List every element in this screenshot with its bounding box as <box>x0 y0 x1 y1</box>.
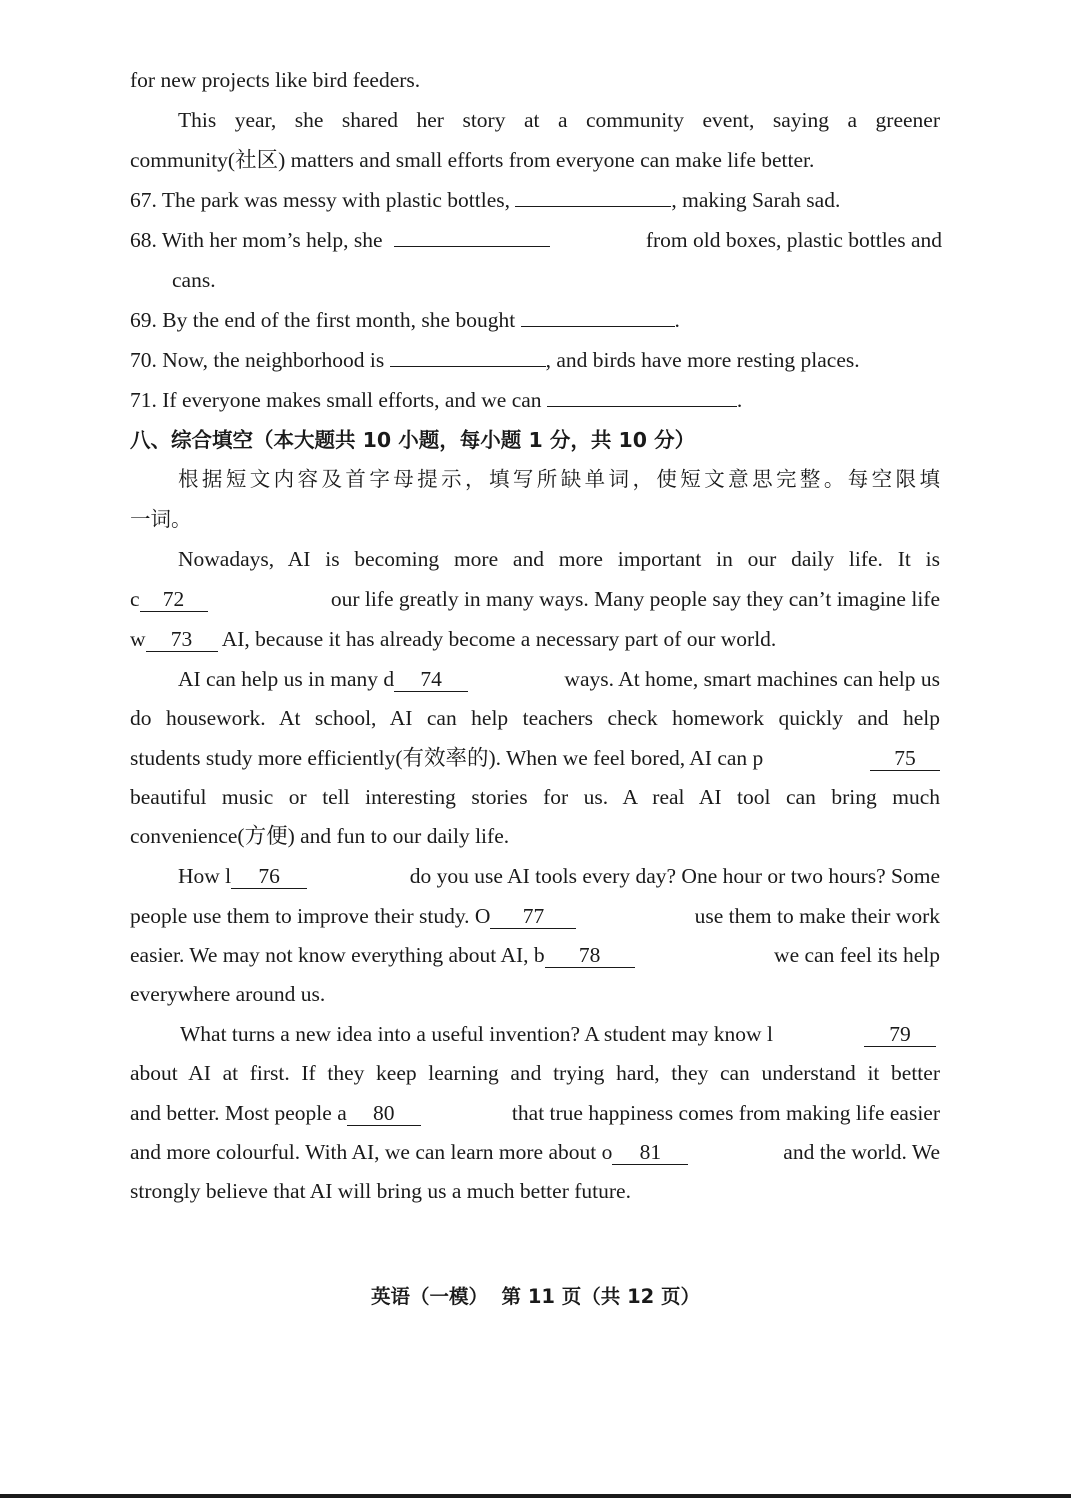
cloze-line: strongly believe that AI will bring us a much better future. <box>130 1179 631 1203</box>
question-67: 67. The park was messy with plastic bottles, , making Sarah sad. <box>130 188 841 212</box>
cloze-blank-75[interactable]: 75 <box>870 746 940 771</box>
cloze-line: AI can help us in many d 74 ways. At home, smart machines can help us <box>178 667 940 691</box>
section-title: 八、综合填空（本大题共 10 小题，每小题 1 分，共 10 分） <box>130 428 696 452</box>
cloze-line: c 72 our life greatly in many ways. Many people say they can’t imagine life <box>130 587 940 611</box>
cloze-line: students study more efficiently(有效率的). When we feel bored, AI can p 75 <box>130 744 940 772</box>
cloze-blank-73[interactable]: 73 <box>146 627 218 652</box>
cloze-line: about AI at first. If they keep learning and trying hard, they can understand it better <box>130 1061 940 1085</box>
cloze-line: everywhere around us. <box>130 982 326 1006</box>
cloze-blank-72[interactable]: 72 <box>140 587 208 612</box>
question-69: 69. By the end of the first month, she bought . <box>130 308 680 332</box>
cloze-blank-81[interactable]: 81 <box>612 1140 688 1165</box>
section-instructions: 根据短文内容及首字母提示，填写所缺单词，使短文意思完整。每空限填 <box>178 467 940 491</box>
section-instructions: 一词。 <box>130 507 192 531</box>
cloze-line: people use them to improve their study. O 77 use them to make their work <box>130 904 940 928</box>
page-footer: 英语（一模） 第 11 页（共 12 页） <box>370 1285 700 1308</box>
cloze-line: How l 76 do you use AI tools every day? One hour or two hours? Some <box>178 864 940 888</box>
cloze-blank-74[interactable]: 74 <box>394 667 468 692</box>
question-71: 71. If everyone makes small efforts, and we can . <box>130 388 743 412</box>
cloze-line: easier. We may not know everything about AI, b 78 we can feel its help <box>130 943 940 967</box>
cloze-line: Nowadays, AI is becoming more and more important in our daily life. It is <box>178 547 940 571</box>
cloze-blank-79[interactable]: 79 <box>864 1022 936 1047</box>
cloze-line: and better. Most people a 80 that true happiness comes from making life easier <box>130 1101 940 1125</box>
cloze-blank-77[interactable]: 77 <box>490 904 576 929</box>
passage-line: This year, she shared her story at a community event, saying a greener <box>178 108 940 132</box>
cloze-blank-76[interactable]: 76 <box>231 864 307 889</box>
cloze-line: do housework. At school, AI can help teachers check homework quickly and help <box>130 706 940 730</box>
cloze-line: w 73 AI, because it has already become a necessary part of our world. <box>130 627 777 651</box>
cloze-line: and more colourful. With AI, we can learn more about o 81 and the world. We <box>130 1140 940 1164</box>
answer-blank-70[interactable] <box>390 346 546 367</box>
cloze-blank-80[interactable]: 80 <box>347 1101 421 1126</box>
question-70: 70. Now, the neighborhood is , and birds have more resting places. <box>130 348 860 372</box>
passage-line: community(社区) matters and small efforts from everyone can make life better. <box>130 148 815 172</box>
answer-blank-71[interactable] <box>547 386 737 407</box>
cloze-blank-78[interactable]: 78 <box>545 943 635 968</box>
cloze-line: convenience(方便) and fun to our daily life. <box>130 824 510 848</box>
answer-blank-69[interactable] <box>521 306 675 327</box>
cloze-line: beautiful music or tell interesting stories for us. A real AI tool can bring much <box>130 785 940 809</box>
bottom-edge-rule <box>0 1494 1071 1498</box>
answer-blank-68[interactable] <box>394 226 550 247</box>
cloze-line: What turns a new idea into a useful invention? A student may know l 79 <box>180 1020 936 1048</box>
question-68: 68. With her mom’s help, she from old boxes, plastic bottles and <box>130 228 942 252</box>
question-68-continued: cans. <box>172 268 216 292</box>
passage-line: for new projects like bird feeders. <box>130 68 421 92</box>
answer-blank-67[interactable] <box>515 186 671 207</box>
